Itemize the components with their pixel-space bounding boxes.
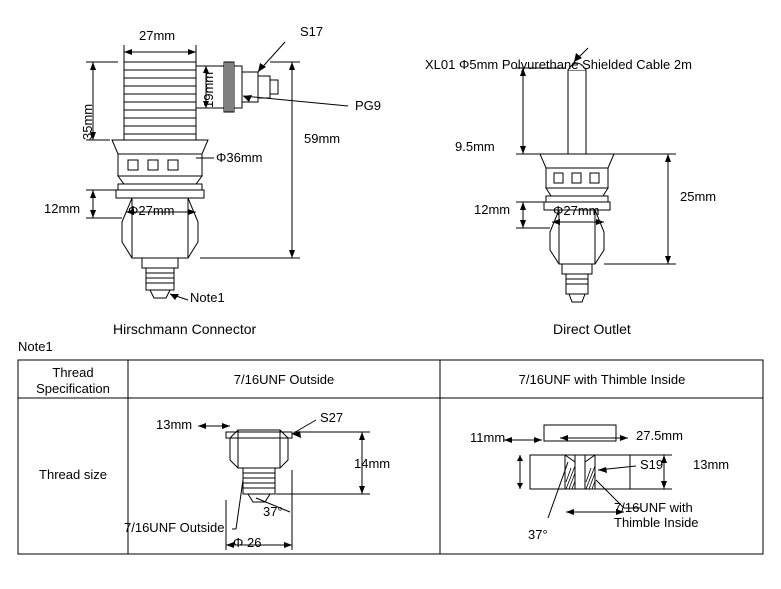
table-row-header-spec: Thread Specification xyxy=(36,365,110,396)
label-cable: XL01 Φ5mm Polyurethane Shielded Cable 2m xyxy=(425,57,692,72)
label-cell-right-width-top: 27.5mm xyxy=(636,428,683,443)
label-left-hex-height: 12mm xyxy=(44,201,81,216)
label-pg9: PG9 xyxy=(355,98,382,113)
label-right-body-height: 25mm xyxy=(680,189,717,204)
label-cell-left-hex-width: 13mm xyxy=(156,417,193,432)
label-right-hex-height: 12mm xyxy=(474,202,511,217)
label-cell-right-thread-name-1: 7/16UNF with xyxy=(614,500,693,515)
table-col-header-thimble: 7/16UNF with Thimble Inside xyxy=(518,372,686,387)
label-cell-right-thread-name-2: Thimble Inside xyxy=(614,515,699,530)
label-left-connector-height: 19mm xyxy=(201,71,216,108)
caption-direct-outlet: Direct Outlet xyxy=(553,321,631,337)
label-s19: S19 xyxy=(640,457,664,472)
caption-hirschmann: Hirschmann Connector xyxy=(113,321,257,337)
label-right-hex-width: Φ27mm xyxy=(553,203,600,218)
label-left-flange-diameter: Φ36mm xyxy=(216,150,263,165)
table-col-header-outside: 7/16UNF Outside xyxy=(233,372,335,387)
label-cell-right-width-left: 11mm xyxy=(470,430,506,445)
label-note-ref: Note1 xyxy=(190,290,225,305)
label-cell-left-thread-length: 14mm xyxy=(354,456,391,471)
label-note1: Note1 xyxy=(18,339,53,354)
label-cell-left-thread-name: 7/16UNF Outside xyxy=(124,520,225,535)
label-cell-left-diameter: Φ 26 xyxy=(233,535,262,550)
label-cell-right-height: 13mm xyxy=(693,457,730,472)
label-cell-left-angle: 37° xyxy=(263,504,283,519)
label-right-cable-length: 9.5mm xyxy=(455,139,495,154)
label-left-total-height: 59mm xyxy=(304,131,341,146)
label-left-body-height: 35mm xyxy=(80,103,95,140)
label-s27: S27 xyxy=(320,410,344,425)
label-s17: S17 xyxy=(300,24,324,39)
table-row-header-size: Thread size xyxy=(39,467,107,482)
label-left-width-top: 27mm xyxy=(139,28,176,43)
label-cell-right-angle: 37° xyxy=(528,527,548,542)
label-left-hex-width: Φ27mm xyxy=(128,203,175,218)
